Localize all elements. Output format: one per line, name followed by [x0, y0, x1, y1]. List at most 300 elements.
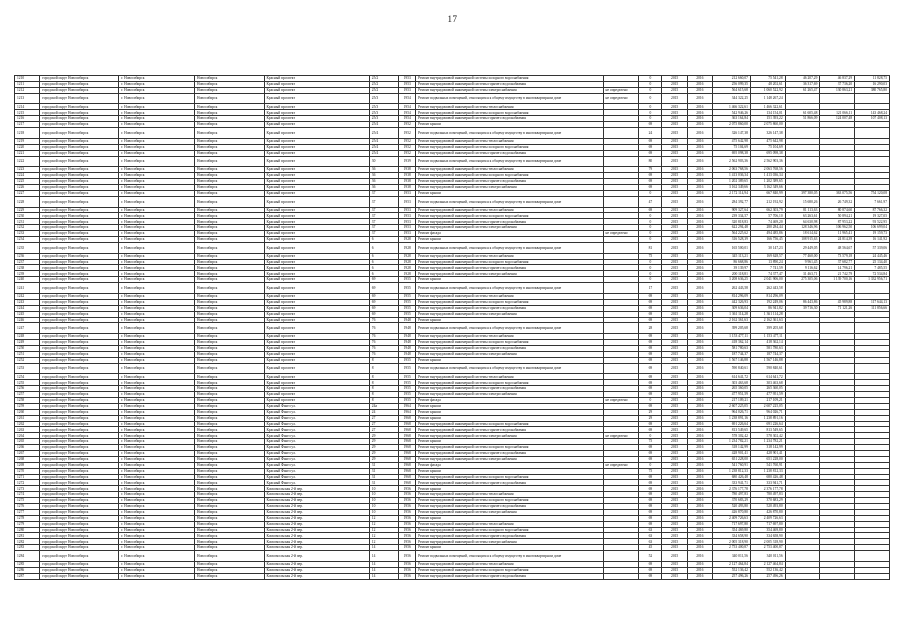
- cell-id: 1265: [15, 439, 40, 445]
- cell-a: 1 413 036,34: [750, 173, 785, 179]
- cell-year: 1968: [399, 439, 416, 445]
- cell-dist: Новосибирск: [195, 433, 264, 439]
- cell-y1: 2015: [662, 515, 687, 521]
- cell-y2: 2016: [687, 196, 712, 207]
- cell-y1: 2015: [662, 480, 687, 486]
- cell-dist: Новосибирск: [195, 305, 264, 311]
- cell-y1: 2015: [662, 317, 687, 323]
- cell-work: Ремонт подвальных помещений, относящихся к общему имуществу в многоквартирном доме: [416, 283, 603, 294]
- cell-sum: 320 818,83: [713, 219, 751, 225]
- cell-sum: 3 208 636,25: [713, 277, 751, 283]
- cell-sum: 695 098,38: [713, 150, 751, 156]
- cell-street: Красный проспект: [264, 128, 369, 139]
- cell-y1: 2015: [662, 219, 687, 225]
- cell-work: Ремонт внутридомовой инженерной системы холодного водоснабжения: [416, 474, 603, 480]
- cell-dist: Новосибирск: [195, 184, 264, 190]
- cell-mun: городской округ Новосибирск: [40, 173, 119, 179]
- cell-street: Красный проспект: [264, 173, 369, 179]
- cell-dist: Новосибирск: [195, 156, 264, 167]
- cell-street: Красный проспект: [264, 242, 369, 253]
- cell-y1: 2015: [662, 293, 687, 299]
- cell-street: Красный проспект: [264, 253, 369, 259]
- cell-sum: 165 500,01: [713, 242, 751, 253]
- cell-sum: 475 642,98: [713, 138, 751, 144]
- cell-y2: 2016: [687, 561, 712, 567]
- cell-a: 1 153 477,11: [750, 334, 785, 340]
- cell-id: 1280: [15, 527, 40, 533]
- cell-house: 25/2: [369, 81, 398, 87]
- cell-work: Ремонт подвальных помещений, относящихся к общему имуществу в многоквартирном доме: [416, 156, 603, 167]
- cell-house: 69: [369, 293, 398, 299]
- cell-y2: 2016: [687, 573, 712, 579]
- cell-y1: 2015: [662, 567, 687, 573]
- cell-d: 16 141,92: [855, 237, 890, 243]
- cell-year: 1948: [399, 317, 416, 323]
- cell-mun: городской округ Новосибирск: [40, 439, 119, 445]
- cell-unit: [603, 323, 639, 334]
- cell-qty: 69: [639, 144, 662, 150]
- cell-qty: 69: [639, 207, 662, 213]
- cell-b: [785, 573, 820, 579]
- cell-house: 76: [369, 345, 398, 351]
- cell-a: 2 005 318,90: [750, 539, 785, 545]
- cell-y2: 2016: [687, 207, 712, 213]
- cell-year: 1956: [399, 573, 416, 579]
- cell-sum: 2 753 400,87: [713, 545, 751, 551]
- cell-dist: Новосибирск: [195, 561, 264, 567]
- cell-id: 1217: [15, 122, 40, 128]
- cell-work: Ремонт внутридомовой инженерной системы холодного водоснабжения: [416, 380, 603, 386]
- cell-sum: 614 641,72: [713, 374, 751, 380]
- cell-d: 93 522,95: [855, 219, 890, 225]
- cell-qty: 69: [639, 486, 662, 492]
- cell-y2: 2016: [687, 345, 712, 351]
- cell-y2: 2016: [687, 237, 712, 243]
- cell-house: 8: [369, 374, 398, 380]
- cell-dist: Новосибирск: [195, 363, 264, 374]
- cell-a: 2 063 768,56: [750, 167, 785, 173]
- cell-dist: Новосибирск: [195, 374, 264, 380]
- cell-street: Красный проспект: [264, 259, 369, 265]
- cell-year: 1928: [399, 259, 416, 265]
- cell-a: 1 466 322,61: [750, 104, 785, 110]
- cell-dist: Новосибирск: [195, 533, 264, 539]
- cell-year: 1953: [399, 76, 416, 82]
- cell-city: г. Новосибирск: [119, 305, 195, 311]
- cell-mun: городской округ Новосибирск: [40, 380, 119, 386]
- cell-y1: 2015: [662, 179, 687, 185]
- cell-house: 29: [369, 451, 398, 457]
- cell-street: Красный проспект: [264, 144, 369, 150]
- cell-year: 1955: [399, 380, 416, 386]
- cell-house: 8: [369, 380, 398, 386]
- cell-work: Ремонт внутридомовой инженерной системы горячего водоснабжения: [416, 116, 603, 122]
- cell-mun: городской округ Новосибирск: [40, 403, 119, 409]
- cell-y1: 2015: [662, 196, 687, 207]
- cell-y2: 2016: [687, 156, 712, 167]
- cell-y1: 2015: [662, 213, 687, 219]
- cell-y1: 2015: [662, 93, 687, 104]
- cell-y2: 2016: [687, 468, 712, 474]
- cell-dist: Новосибирск: [195, 398, 264, 404]
- cell-year: 1948: [399, 340, 416, 346]
- cell-id: 1247: [15, 323, 40, 334]
- cell-id: 1249: [15, 340, 40, 346]
- cell-b: 36 317,69: [785, 81, 820, 87]
- cell-year: 1939: [399, 156, 416, 167]
- cell-year: 1948: [399, 351, 416, 357]
- cell-city: г. Новосибирск: [119, 468, 195, 474]
- cell-sum: 316 528,39: [713, 237, 751, 243]
- cell-y1: 2015: [662, 363, 687, 374]
- cell-y1: 2015: [662, 128, 687, 139]
- cell-street: Красный проспект: [264, 219, 369, 225]
- cell-c: [820, 93, 855, 104]
- cell-city: г. Новосибирск: [119, 351, 195, 357]
- cell-city: г. Новосибирск: [119, 498, 195, 504]
- cell-a: 2 607 225,05: [750, 403, 785, 409]
- cell-work: Ремонт внутридомовой инженерной системы теплоснабжения: [416, 104, 603, 110]
- cell-y2: 2016: [687, 190, 712, 196]
- cell-qty: 0: [639, 93, 662, 104]
- cell-city: г. Новосибирск: [119, 363, 195, 374]
- cell-work: Ремонт внутридомовой инженерной системы электроснабжения: [416, 351, 603, 357]
- cell-street: Красный проспект: [264, 340, 369, 346]
- cell-sum: 651 228,00: [713, 456, 751, 462]
- cell-y1: 2015: [662, 299, 687, 305]
- cell-qty: 69: [639, 567, 662, 573]
- cell-y1: 2015: [662, 573, 687, 579]
- cell-y2: 2016: [687, 486, 712, 492]
- cell-street: Красный проспект: [264, 179, 369, 185]
- cell-y1: 2015: [662, 392, 687, 398]
- cell-y1: 2015: [662, 527, 687, 533]
- table-row: [15, 196, 890, 207]
- cell-y1: 2015: [662, 451, 687, 457]
- cell-qty: 69: [639, 357, 662, 363]
- cell-house: 31: [369, 480, 398, 486]
- cell-sum: 552 136,42: [713, 567, 751, 573]
- cell-qty: 69: [639, 498, 662, 504]
- cell-year: 1953: [399, 196, 416, 207]
- cell-street: Красный проспект: [264, 93, 369, 104]
- cell-city: г. Новосибирск: [119, 173, 195, 179]
- cell-y1: 2015: [662, 207, 687, 213]
- cell-year: 1928: [399, 271, 416, 277]
- cell-dist: Новосибирск: [195, 486, 264, 492]
- cell-street: Красный проспект: [264, 167, 369, 173]
- cell-year: 1964: [399, 409, 416, 415]
- cell-dist: Новосибирск: [195, 551, 264, 562]
- cell-d: [855, 93, 890, 104]
- cell-y1: 2015: [662, 283, 687, 294]
- cell-year: 1956: [399, 486, 416, 492]
- cell-qty: 69: [639, 451, 662, 457]
- cell-mun: городской округ Новосибирск: [40, 237, 119, 243]
- cell-street: Комсомольская 2-й пер.: [264, 492, 369, 498]
- cell-y2: 2016: [687, 184, 712, 190]
- cell-street: Красный проспект: [264, 87, 369, 93]
- cell-id: 1245: [15, 311, 40, 317]
- cell-mun: городской округ Новосибирск: [40, 317, 119, 323]
- cell-house: 14: [369, 573, 398, 579]
- cell-a: 2 376 177,78: [750, 486, 785, 492]
- cell-c: 71 121,26: [820, 305, 855, 311]
- cell-city: г. Новосибирск: [119, 122, 195, 128]
- cell-a: 541 760,91: [750, 462, 785, 468]
- cell-qty: 45: [639, 545, 662, 551]
- cell-b: 81 113,63: [785, 207, 820, 213]
- cell-work: Ремонт внутридомовой инженерной системы теплоснабжения: [416, 492, 603, 498]
- cell-city: г. Новосибирск: [119, 225, 195, 231]
- cell-b: [785, 156, 820, 167]
- cell-year: 1956: [399, 504, 416, 510]
- cell-c: 48 564,67: [820, 242, 855, 253]
- cell-sum: 2 063 768,56: [713, 167, 751, 173]
- cell-work: Ремонт подвальных помещений, относящихся к общему имуществу в многоквартирном доме: [416, 551, 603, 562]
- cell-work: Ремонт внутридомовой инженерной системы теплоснабжения: [416, 561, 603, 567]
- cell-b: 108 915,63: [785, 237, 820, 243]
- cell-y1: 2015: [662, 271, 687, 277]
- cell-id: 1284: [15, 551, 40, 562]
- cell-work: Ремонт крыши: [416, 409, 603, 415]
- cell-work: Ремонт внутридомовой инженерной системы холодного водоснабжения: [416, 445, 603, 451]
- cell-mun: городской округ Новосибирск: [40, 527, 119, 533]
- cell-dist: Новосибирск: [195, 150, 264, 156]
- cell-sum: 3 162 349,66: [713, 184, 751, 190]
- cell-house: 36: [369, 184, 398, 190]
- cell-id: 1281: [15, 533, 40, 539]
- cell-a: 318 142,99: [750, 445, 785, 451]
- cell-y1: 2015: [662, 409, 687, 415]
- cell-id: 1272: [15, 480, 40, 486]
- cell-house: 37: [369, 225, 398, 231]
- cell-mun: городской округ Новосибирск: [40, 311, 119, 317]
- cell-year: 1938: [399, 179, 416, 185]
- cell-street: Красный проспект: [264, 374, 369, 380]
- cell-year: 1956: [399, 561, 416, 567]
- cell-sum: 2 376 177,78: [713, 486, 751, 492]
- cell-a: 187 744,37: [750, 351, 785, 357]
- cell-y2: 2016: [687, 277, 712, 283]
- cell-sum: 86 668,86: [713, 259, 751, 265]
- cell-house: 6: [369, 259, 398, 265]
- cell-qty: 0: [639, 271, 662, 277]
- cell-d: [855, 363, 890, 374]
- cell-qty: 17: [639, 283, 662, 294]
- cell-y1: 2015: [662, 237, 687, 243]
- cell-work: Ремонт подвальных помещений, относящихся к общему имуществу в многоквартирном доме: [416, 128, 603, 139]
- cell-city: г. Новосибирск: [119, 462, 195, 468]
- cell-b: 61 605,48: [785, 110, 820, 116]
- repair-program-table: [14, 75, 890, 580]
- cell-id: 1214: [15, 104, 40, 110]
- cell-a: 578 302,42: [750, 433, 785, 439]
- cell-house: 8: [369, 386, 398, 392]
- cell-city: г. Новосибирск: [119, 539, 195, 545]
- cell-house: 14: [369, 567, 398, 573]
- cell-y1: 2015: [662, 539, 687, 545]
- cell-street: Красный Факел ул.: [264, 480, 369, 486]
- cell-b: 31 463,71: [785, 271, 820, 277]
- cell-work: Ремонт внутридомовой инженерной системы холодного водоснабжения: [416, 498, 603, 504]
- cell-mun: городской округ Новосибирск: [40, 492, 119, 498]
- cell-year: 1968: [399, 462, 416, 468]
- cell-qty: 79: [639, 167, 662, 173]
- cell-id: 1273: [15, 486, 40, 492]
- cell-id: 1286: [15, 567, 40, 573]
- cell-unit: [603, 156, 639, 167]
- cell-mun: городской округ Новосибирск: [40, 207, 119, 213]
- cell-qty: 0: [639, 110, 662, 116]
- cell-id: 1241: [15, 283, 40, 294]
- cell-b: [785, 551, 820, 562]
- cell-street: Красный Факел ул.: [264, 403, 369, 409]
- cell-y1: 2015: [662, 386, 687, 392]
- cell-work: Ремонт внутридомовой инженерной системы электроснабжения: [416, 509, 603, 515]
- cell-unit: не определено: [603, 398, 639, 404]
- cell-a: 520 493,80: [750, 504, 785, 510]
- cell-sum: 1 153 477,11: [713, 334, 751, 340]
- cell-y2: 2016: [687, 299, 712, 305]
- cell-a: 426 870,80: [750, 509, 785, 515]
- cell-year: 1953: [399, 219, 416, 225]
- cell-a: 75 541,28: [750, 76, 785, 82]
- cell-d: 72 534,84: [855, 271, 890, 277]
- cell-y1: 2015: [662, 76, 687, 82]
- table-row: [15, 242, 890, 253]
- cell-a: 691 226,64: [750, 421, 785, 427]
- cell-year: 1928: [399, 265, 416, 271]
- cell-id: 1236: [15, 253, 40, 259]
- cell-qty: 0: [639, 219, 662, 225]
- cell-city: г. Новосибирск: [119, 277, 195, 283]
- cell-c: [820, 363, 855, 374]
- cell-qty: 69: [639, 509, 662, 515]
- cell-work: Ремонт внутридомовой инженерной системы горячего водоснабжения: [416, 427, 603, 433]
- cell-dist: Новосибирск: [195, 451, 264, 457]
- cell-year: 1953: [399, 231, 416, 237]
- cell-mun: городской округ Новосибирск: [40, 415, 119, 421]
- cell-street: Красный Факел ул.: [264, 421, 369, 427]
- cell-work: Ремонт внутридомовой инженерной системы горячего водоснабжения: [416, 219, 603, 225]
- cell-b: 77 460,00: [785, 253, 820, 259]
- cell-year: 1928: [399, 253, 416, 259]
- cell-c: 11 965,41: [820, 231, 855, 237]
- cell-street: Комсомольская 2-й пер.: [264, 486, 369, 492]
- cell-y2: 2016: [687, 225, 712, 231]
- cell-y1: 2015: [662, 533, 687, 539]
- cell-mun: городской округ Новосибирск: [40, 179, 119, 185]
- cell-b: 9 116,62: [785, 265, 820, 271]
- cell-sum: 2 607 225,05: [713, 403, 751, 409]
- cell-qty: 0: [639, 87, 662, 93]
- cell-work: Ремонт крыши: [416, 439, 603, 445]
- cell-sum: 578 302,42: [713, 433, 751, 439]
- cell-sum: 333 941,71: [713, 480, 751, 486]
- cell-qty: 0: [639, 116, 662, 122]
- cell-work: Ремонт внутридомовой инженерной системы электроснабжения: [416, 392, 603, 398]
- cell-y2: 2016: [687, 415, 712, 421]
- cell-c: [820, 323, 855, 334]
- cell-sum: 542 946,26: [713, 110, 751, 116]
- cell-c: 73 579,18: [820, 253, 855, 259]
- cell-unit: [603, 573, 639, 579]
- cell-d: [855, 156, 890, 167]
- cell-a: 280 284,44: [750, 225, 785, 231]
- cell-mun: городской округ Новосибирск: [40, 271, 119, 277]
- cell-id: 1283: [15, 545, 40, 551]
- cell-dist: Новосибирск: [195, 380, 264, 386]
- cell-y1: 2015: [662, 138, 687, 144]
- cell-qty: 69: [639, 351, 662, 357]
- cell-c: [820, 551, 855, 562]
- cell-y1: 2015: [662, 277, 687, 283]
- cell-c: 106 962,50: [820, 225, 855, 231]
- cell-mun: городской округ Новосибирск: [40, 521, 119, 527]
- cell-work: Ремонт фасада: [416, 462, 603, 468]
- cell-house: 76: [369, 351, 398, 357]
- cell-y2: 2016: [687, 271, 712, 277]
- cell-a: 86 941,82: [750, 305, 785, 311]
- cell-work: Ремонт внутридомовой инженерной системы горячего водоснабжения: [416, 573, 603, 579]
- cell-qty: 0: [639, 462, 662, 468]
- cell-id: 1282: [15, 539, 40, 545]
- cell-dist: Новосибирск: [195, 392, 264, 398]
- cell-a: 581 780,63: [750, 345, 785, 351]
- cell-id: 1258: [15, 398, 40, 404]
- cell-dist: Новосибирск: [195, 439, 264, 445]
- cell-sum: 717 697,80: [713, 521, 751, 527]
- cell-street: Красный проспект: [264, 265, 369, 271]
- cell-y1: 2015: [662, 110, 687, 116]
- cell-dist: Новосибирск: [195, 237, 264, 243]
- cell-id: 1237: [15, 259, 40, 265]
- cell-city: г. Новосибирск: [119, 521, 195, 527]
- cell-qty: 0: [639, 259, 662, 265]
- cell-id: 1269: [15, 462, 40, 468]
- cell-mun: городской округ Новосибирск: [40, 265, 119, 271]
- cell-d: [855, 551, 890, 562]
- cell-id: 1230: [15, 213, 40, 219]
- cell-mun: городской округ Новосибирск: [40, 87, 119, 93]
- cell-sum: 340 011,56: [713, 551, 751, 562]
- cell-year: 1956: [399, 527, 416, 533]
- repair-program-table-container: [14, 75, 890, 635]
- cell-mun: городской округ Новосибирск: [40, 561, 119, 567]
- cell-mun: городской округ Новосибирск: [40, 253, 119, 259]
- cell-y1: 2015: [662, 345, 687, 351]
- cell-qty: 69: [639, 305, 662, 311]
- cell-dist: Новосибирск: [195, 545, 264, 551]
- cell-a: 590 840,61: [750, 363, 785, 374]
- cell-mun: городской округ Новосибирск: [40, 533, 119, 539]
- cell-street: Красный проспект: [264, 213, 369, 219]
- cell-dist: Новосибирск: [195, 104, 264, 110]
- cell-qty: 80: [639, 156, 662, 167]
- cell-year: 1956: [399, 515, 416, 521]
- cell-mun: городской округ Новосибирск: [40, 551, 119, 562]
- cell-sum: 964 026,71: [713, 409, 751, 415]
- cell-b: [785, 128, 820, 139]
- cell-y2: 2016: [687, 116, 712, 122]
- cell-house: 10: [369, 509, 398, 515]
- cell-id: 1213: [15, 93, 40, 104]
- cell-sum: 691 226,64: [713, 421, 751, 427]
- cell-mun: городской округ Новосибирск: [40, 351, 119, 357]
- cell-mun: городской округ Новосибирск: [40, 509, 119, 515]
- cell-id: 1274: [15, 492, 40, 498]
